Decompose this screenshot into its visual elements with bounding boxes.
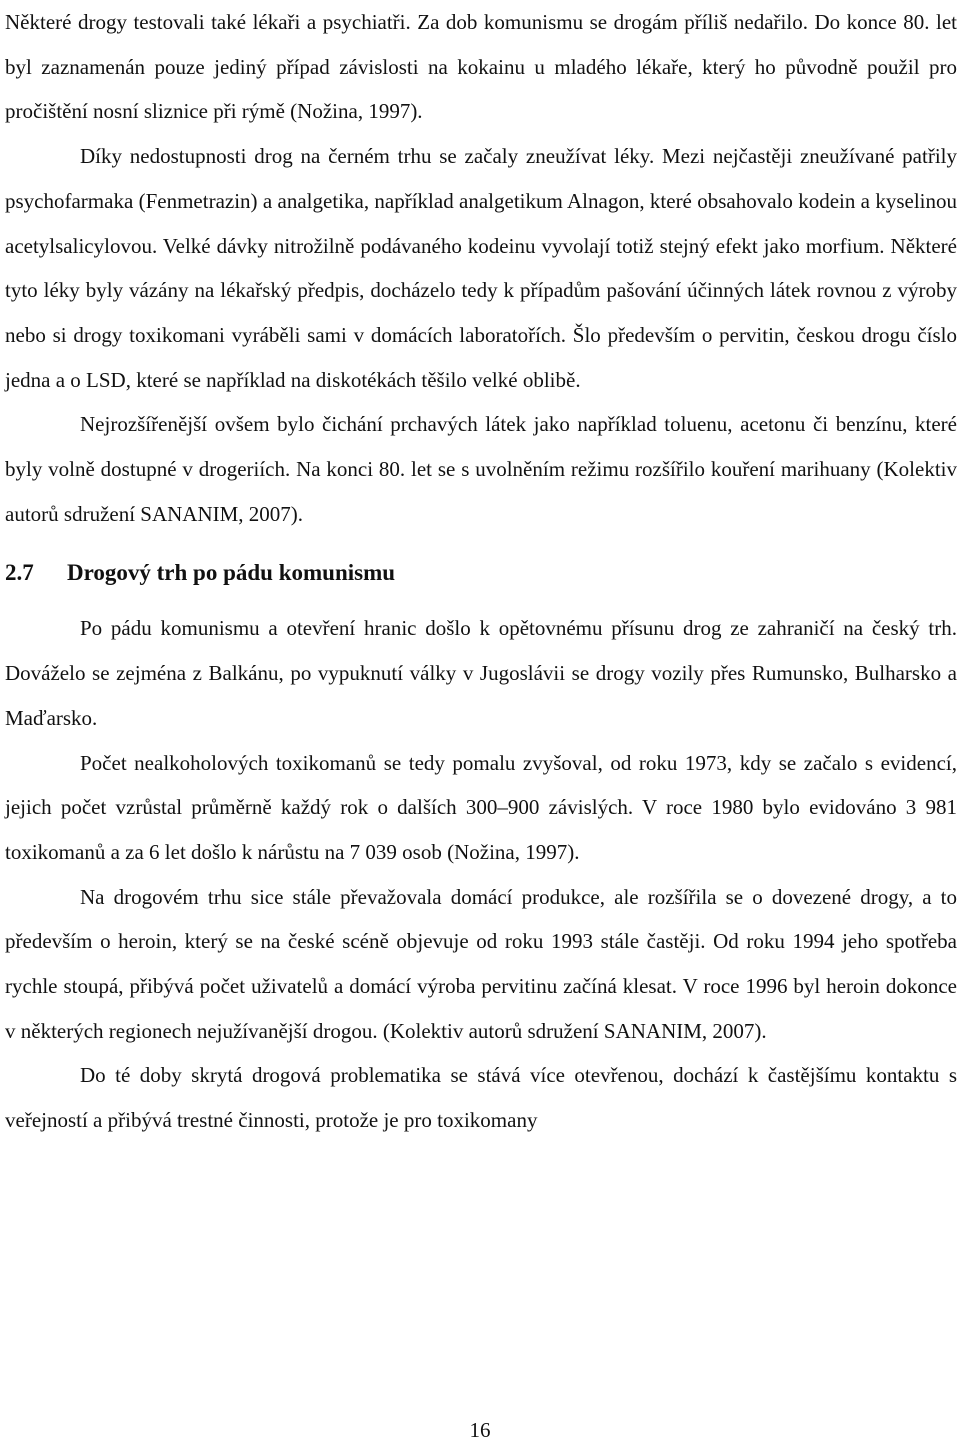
paragraph-5: Počet nealkoholových toxikomanů se tedy pomalu zvyšoval, od roku 1973, kdy se začalo s evidencí, jejich počet vzrůstal průměrně každý rok o dalších 300–900 závislých. V roce 1980 bylo evidováno 3 981 toxikomanů a za 6 let došlo k nárůstu na 7 039 osob (Nožina, 1997).: [5, 750, 957, 864]
paragraph-4: Po pádu komunismu a otevření hranic došlo k opětovnému přísunu drog ze zahraničí na český trh. Dováželo se zejména z Balkánu, po vypuknutí války v Jugoslávii se drogy vozily přes Rumunsko, Bulharsko a Maďarsko.: [5, 616, 957, 730]
paragraph-6: Na drogovém trhu sice stále převažovala domácí produkce, ale rozšířila se o dovezené drogy, a to především o heroin, který se na české scéně objevuje od roku 1993 stále častěji. Od roku 1994 jeho spotřeba rychle stoupá, přibývá počet uživatelů a domácí výroba pervitinu začíná klesat. V roce 1996 byl heroin dokonce v některých regionech nejužívanější drogou. (Kolektiv autorů sdružení SANANIM, 2007).: [5, 884, 957, 1043]
paragraph-1: Některé drogy testovali také lékaři a psychiatři. Za dob komunismu se drogám příliš nedařilo. Do konce 80. let byl zaznamenán pouze jediný případ závislosti na kokainu u mladého lékaře, který ho původně použil pro pročištění nosní sliznice při rýmě (Nožina, 1997).: [5, 10, 957, 124]
paragraph-2: Díky nedostupnosti drog na černém trhu se začaly zneužívat léky. Mezi nejčastěji zneužívané patřily psychofarmaka (Fenmetrazin) a analgetika, například analgetikum Alnagon, které obsahovalo kodein a kyselinou acetylsalicylovou. Velké dávky nitrožilně podávaného kodeinu vyvolají totiž stejný efekt jako morfium. Některé tyto léky byly vázány na lékařský předpis, docházelo tedy k případům pašování účinných látek rovnou z výroby nebo si drogy toxikomani vyráběli sami v domácích laboratořích. Šlo především o pervitin, českou drogu číslo jedna a o LSD, které se například na diskotékách těšilo velké oblibě.: [5, 144, 957, 392]
section-heading: [5, 540, 957, 606]
page-number: 16: [469, 1418, 491, 1442]
section-number: 2.7: [5, 560, 34, 586]
document-page: [5, 0, 957, 1143]
paragraph-7: Do té doby skrytá drogová problematika se stává více otevřenou, dochází k častějšímu kontaktu s veřejností a přibývá trestné činnosti, protože je pro toxikomany: [5, 1063, 957, 1133]
paragraph-3: Nejrozšířenější ovšem bylo čichání prchavých látek jako například toluenu, acetonu či benzínu, které byly volně dostupné v drogeriích. Na konci 80. let se s uvolněním režimu rozšířilo kouření marihuany (Kolektiv autorů sdružení SANANIM, 2007).: [5, 412, 957, 526]
section-title: Drogový trh po pádu komunismu: [67, 560, 396, 586]
